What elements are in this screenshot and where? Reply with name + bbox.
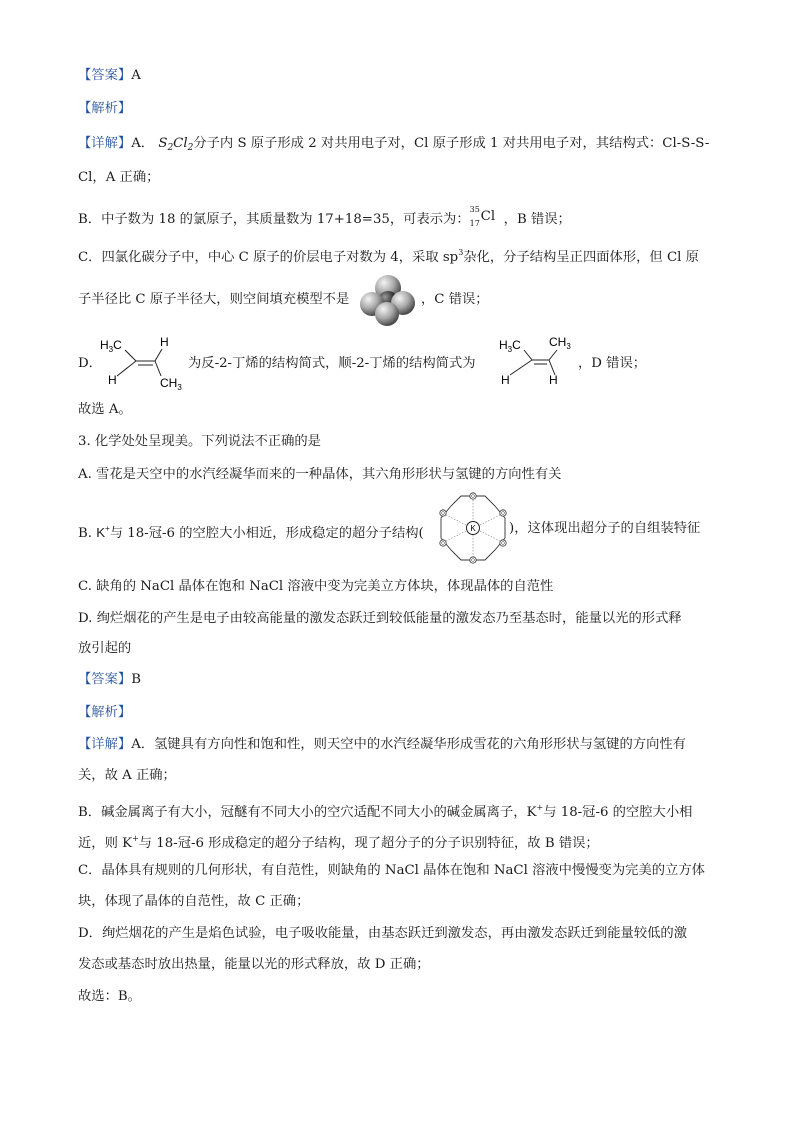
detail-line-d-mid: 为反-2-丁烯的结构简式，顺-2-丁烯的结构简式为 <box>188 356 476 371</box>
option-d-line2: 放引起的 <box>78 641 132 656</box>
answer-line-2: 【答案】B <box>78 672 141 687</box>
detail2-line-c1: C．晶体具有规则的几何形状，有自范性，则缺角的 NaCl 晶体在饱和 NaCl 溶液中慢慢变为完美的立方体 <box>78 863 705 878</box>
mol-cis-ch3: $CH_3$ <box>549 335 571 351</box>
svg-text:O: O <box>471 493 475 499</box>
detail2-line-b1: B．碱金属离子有大小，冠醚有不同大小的空穴适配不同大小的碱金属离子，K+与 18-冠-6 的空腔大小相 <box>78 803 693 820</box>
crown-ether-k-complex-image <box>437 492 509 564</box>
conclusion-1: 故选 A。 <box>78 402 132 417</box>
mol-cis-h-left: H <box>501 373 510 387</box>
detail-line-d-end: ，D 错误； <box>578 356 647 371</box>
mol-trans-h-top: H <box>160 335 169 349</box>
mol-cis-h3c: $H_3C$ <box>499 338 521 354</box>
option-b-end: )，这体现出超分子的自组装特征 <box>509 521 701 536</box>
conclusion-2: 故选：B。 <box>78 989 141 1004</box>
svg-text:O: O <box>501 540 505 546</box>
option-b: B. K+与 18-冠-6 的空腔大小相近，形成稳定的超分子结构( <box>78 524 424 541</box>
detail-line-b: B．中子数为 18 的氯原子，其质量数为 17+18=35，可表示为： 35 17 Cl ，B 错误； <box>78 205 571 228</box>
detail-line-a: 【详解】A． $S_2Cl_2$分子内 S 原子形成 2 对共用电子对，Cl 原子形成 1 对共用电子对，其结构式：Cl-S-S- <box>78 136 710 153</box>
detail-line-c2: 子半径比 C 原子半径大，则空间填充模型不是 <box>78 292 350 307</box>
trans-2-butene-structure <box>98 334 186 392</box>
answer-tag: 【答案】 <box>78 68 132 83</box>
detail-line-a2: Cl，A 正确； <box>78 170 160 185</box>
svg-text:O: O <box>471 557 475 563</box>
cis-2-butene-structure <box>497 334 581 392</box>
detail2-line-b2: 近，则 K+与 18-冠-6 形成稳定的超分子结构，现了超分子的分子识别特征，故 B 错误； <box>78 834 599 851</box>
answer-line-1 <box>78 66 141 86</box>
svg-text:O: O <box>501 510 505 516</box>
svg-text:O: O <box>441 510 445 516</box>
answer-value: A <box>131 68 141 83</box>
analysis-tag-1: 【解析】 <box>78 101 132 116</box>
s2cl2-formula: $S_2Cl_2$ <box>158 136 194 153</box>
mol-trans-h3c: $H_3C$ <box>100 338 122 354</box>
detail-line-d-pre: D． <box>78 356 102 371</box>
detail2-line-d1: D．绚烂烟花的产生是焰色试验，电子吸收能量，由基态跃迁到激发态，再由激发态跃迁到能量较低的激 <box>78 926 688 941</box>
analysis-tag-2: 【解析】 <box>78 705 132 720</box>
crown-center-k: K <box>470 524 476 533</box>
mol-trans-ch3: $CH_3$ <box>160 376 182 392</box>
detail-tag: 【详解】 <box>78 136 132 151</box>
detail-line-c2-end: ，C 错误； <box>421 292 489 307</box>
detail2-line-a2: 关，故 A 正确； <box>78 768 176 783</box>
detail2-line-d2: 发态或基态时放出热量，能量以光的形式释放，故 D 正确； <box>78 957 430 972</box>
detail2-line-a1: 【详解】A．氢键具有方向性和饱和性，则天空中的水汽经凝华形成雪花的六角形形状与氢键的方向性有 <box>78 737 686 752</box>
detail2-line-c2: 块，体现了晶体的自范性，故 C 正确； <box>78 894 310 909</box>
option-c: C. 缺角的 NaCl 晶体在饱和 NaCl 溶液中变为完美立方体块，体现晶体的自范性 <box>78 579 554 594</box>
detail-line-c1: C．四氯化碳分子中，中心 C 原子的价层电子对数为 4，采取 $sp^3$杂化，分子结构呈正四面体形，但 Cl 原 <box>78 248 699 265</box>
option-d-line1: D. 绚烂烟花的产生是电子由较高能量的激发态跃迁到较低能量的激发态乃至基态时，能量以光的形式释 <box>78 611 682 626</box>
svg-text:O: O <box>441 540 445 546</box>
mol-cis-h-right: H <box>549 373 558 387</box>
isotope-notation: 35 17 Cl <box>469 205 496 228</box>
question-3-stem: 3. 化学处处呈现美。下列说法不正确的是 <box>78 434 321 449</box>
option-a: A. 雪花是天空中的水汽经凝华而来的一种晶体，其六角形形状与氢键的方向性有关 <box>78 467 562 482</box>
space-filling-model-image <box>357 272 419 328</box>
mol-trans-h-bottom: H <box>108 373 117 387</box>
